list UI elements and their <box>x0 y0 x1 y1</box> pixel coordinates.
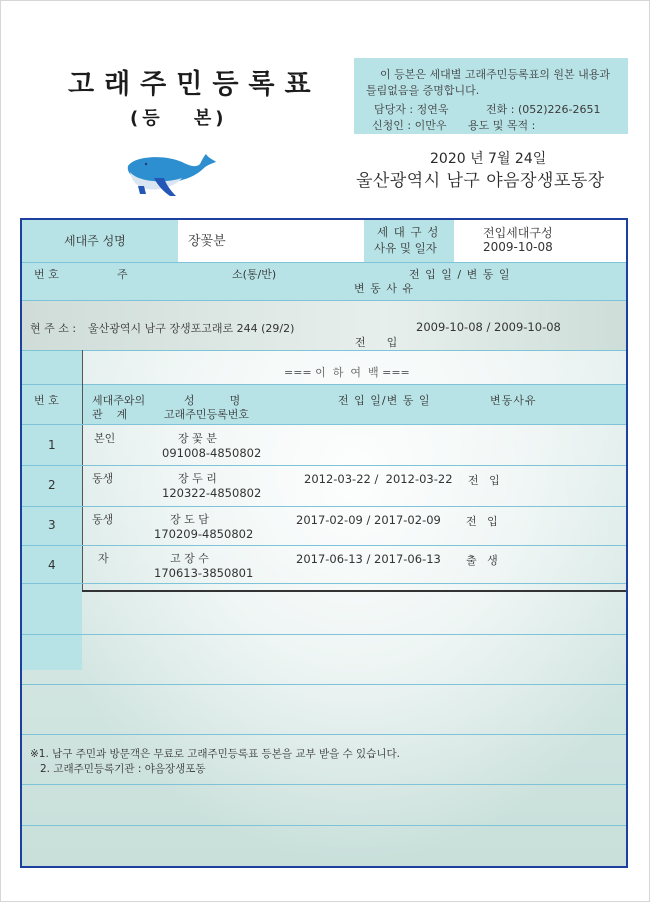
member-relation: 자 <box>98 552 109 565</box>
member-id: 120322-4850802 <box>162 486 262 500</box>
member-dates: 2012-03-22 / 2012-03-22 <box>304 472 453 486</box>
officer-label: 담당자 : 정연욱 <box>374 103 449 116</box>
member-name: 장 꽃 분 <box>178 432 217 445</box>
member-reason: 출 생 <box>466 554 498 567</box>
member-id: 170209-4850802 <box>154 527 254 541</box>
member-reason: 전 입 <box>468 474 500 487</box>
issue-date: 2020 년 7월 24일 <box>430 151 547 167</box>
divider <box>22 506 626 507</box>
current-address: 울산광역시 남구 장생포고래로 244 (29/2) <box>88 322 295 335</box>
divider <box>22 424 626 425</box>
divider <box>22 262 626 263</box>
divider <box>22 583 626 584</box>
member-no: 2 <box>48 478 56 492</box>
members-header-dates: 전 입 일/변 동 일 <box>338 394 431 407</box>
member-relation: 본인 <box>94 432 116 445</box>
member-id: 170613-3850801 <box>154 566 254 580</box>
head-name: 장꽃분 <box>188 234 226 249</box>
members-header-name-1: 성 명 <box>184 394 241 407</box>
cert-statement-1: 이 등본은 세대별 고래주민등록표의 원본 내용과 <box>380 68 611 81</box>
members-header-name-2: 고래주민등록번호 <box>164 408 250 421</box>
divider <box>22 350 626 351</box>
members-header-reason: 변동사유 <box>490 394 537 407</box>
applicant-label: 신청인 : 이만우 <box>372 119 447 132</box>
member-relation: 동생 <box>92 513 114 526</box>
document-subtitle <box>130 104 228 130</box>
address-header-dates: 전 입 일 / 변 동 일 <box>409 268 511 281</box>
note-2: 2. 고래주민등록기관 : 야음장생포동 <box>40 763 206 775</box>
composition-value: 전입세대구성 <box>483 226 553 240</box>
current-address-label: 현 주 소 : <box>30 322 77 335</box>
whale-icon <box>124 148 218 198</box>
current-address-reason: 전 입 <box>355 336 398 349</box>
issuer-name: 울산광역시 남구 야음장생포동장 <box>356 171 605 191</box>
address-header-addr-b: 소(통/반) <box>232 268 277 281</box>
column-divider <box>82 384 83 424</box>
certification-box <box>354 58 628 134</box>
divider <box>22 734 626 735</box>
member-relation: 동생 <box>92 472 114 485</box>
members-header-relation-2: 관 계 <box>92 408 128 421</box>
purpose-label: 용도 및 목적 : <box>468 119 536 132</box>
blank-marker: === 이 하 여 백 === <box>284 366 410 379</box>
address-header-reason: 변 동 사 유 <box>354 282 414 295</box>
subtitle-close: 본) <box>193 108 228 129</box>
divider <box>22 634 626 635</box>
composition-date: 2009-10-08 <box>483 240 553 254</box>
divider <box>22 384 626 385</box>
end-of-records-line <box>82 590 628 592</box>
member-id: 091008-4850802 <box>162 446 262 460</box>
member-name: 장 두 리 <box>178 472 217 485</box>
divider <box>22 825 626 826</box>
divider <box>22 300 626 301</box>
composition-label-1: 세 대 구 성 <box>377 225 440 239</box>
head-label: 세대주 성명 <box>64 234 126 248</box>
cert-statement-2: 틀림없음을 증명합니다. <box>366 84 480 97</box>
address-header-no: 번 호 <box>34 268 59 281</box>
divider <box>22 545 626 546</box>
address-header-addr-a: 주 <box>117 268 128 281</box>
address-header-row <box>22 262 628 300</box>
member-name: 장 도 담 <box>170 513 209 526</box>
composition-label-2: 사유 및 일자 <box>374 241 437 255</box>
current-address-dates: 2009-10-08 / 2009-10-08 <box>416 320 561 334</box>
divider <box>22 684 626 685</box>
note-1: ※1. 남구 주민과 방문객은 무료로 고래주민등록표 등본을 교부 받을 수 있습니다. <box>30 748 400 760</box>
member-reason: 전 입 <box>466 515 498 528</box>
member-no: 1 <box>48 438 56 452</box>
members-header-relation-1: 세대주와의 <box>92 394 146 407</box>
divider <box>22 784 626 785</box>
subtitle-open: (등 <box>130 108 164 129</box>
members-header-no: 번 호 <box>34 394 59 407</box>
member-dates: 2017-02-09 / 2017-02-09 <box>296 513 441 527</box>
divider <box>22 465 626 466</box>
member-dates: 2017-06-13 / 2017-06-13 <box>296 552 441 566</box>
member-name: 고 장 수 <box>170 552 209 565</box>
document-title: 고래주민등록표 <box>68 69 321 100</box>
member-no: 3 <box>48 518 56 532</box>
phone-label: 전화 : (052)226-2651 <box>486 103 601 116</box>
member-no: 4 <box>48 558 56 572</box>
register-table <box>20 218 628 868</box>
